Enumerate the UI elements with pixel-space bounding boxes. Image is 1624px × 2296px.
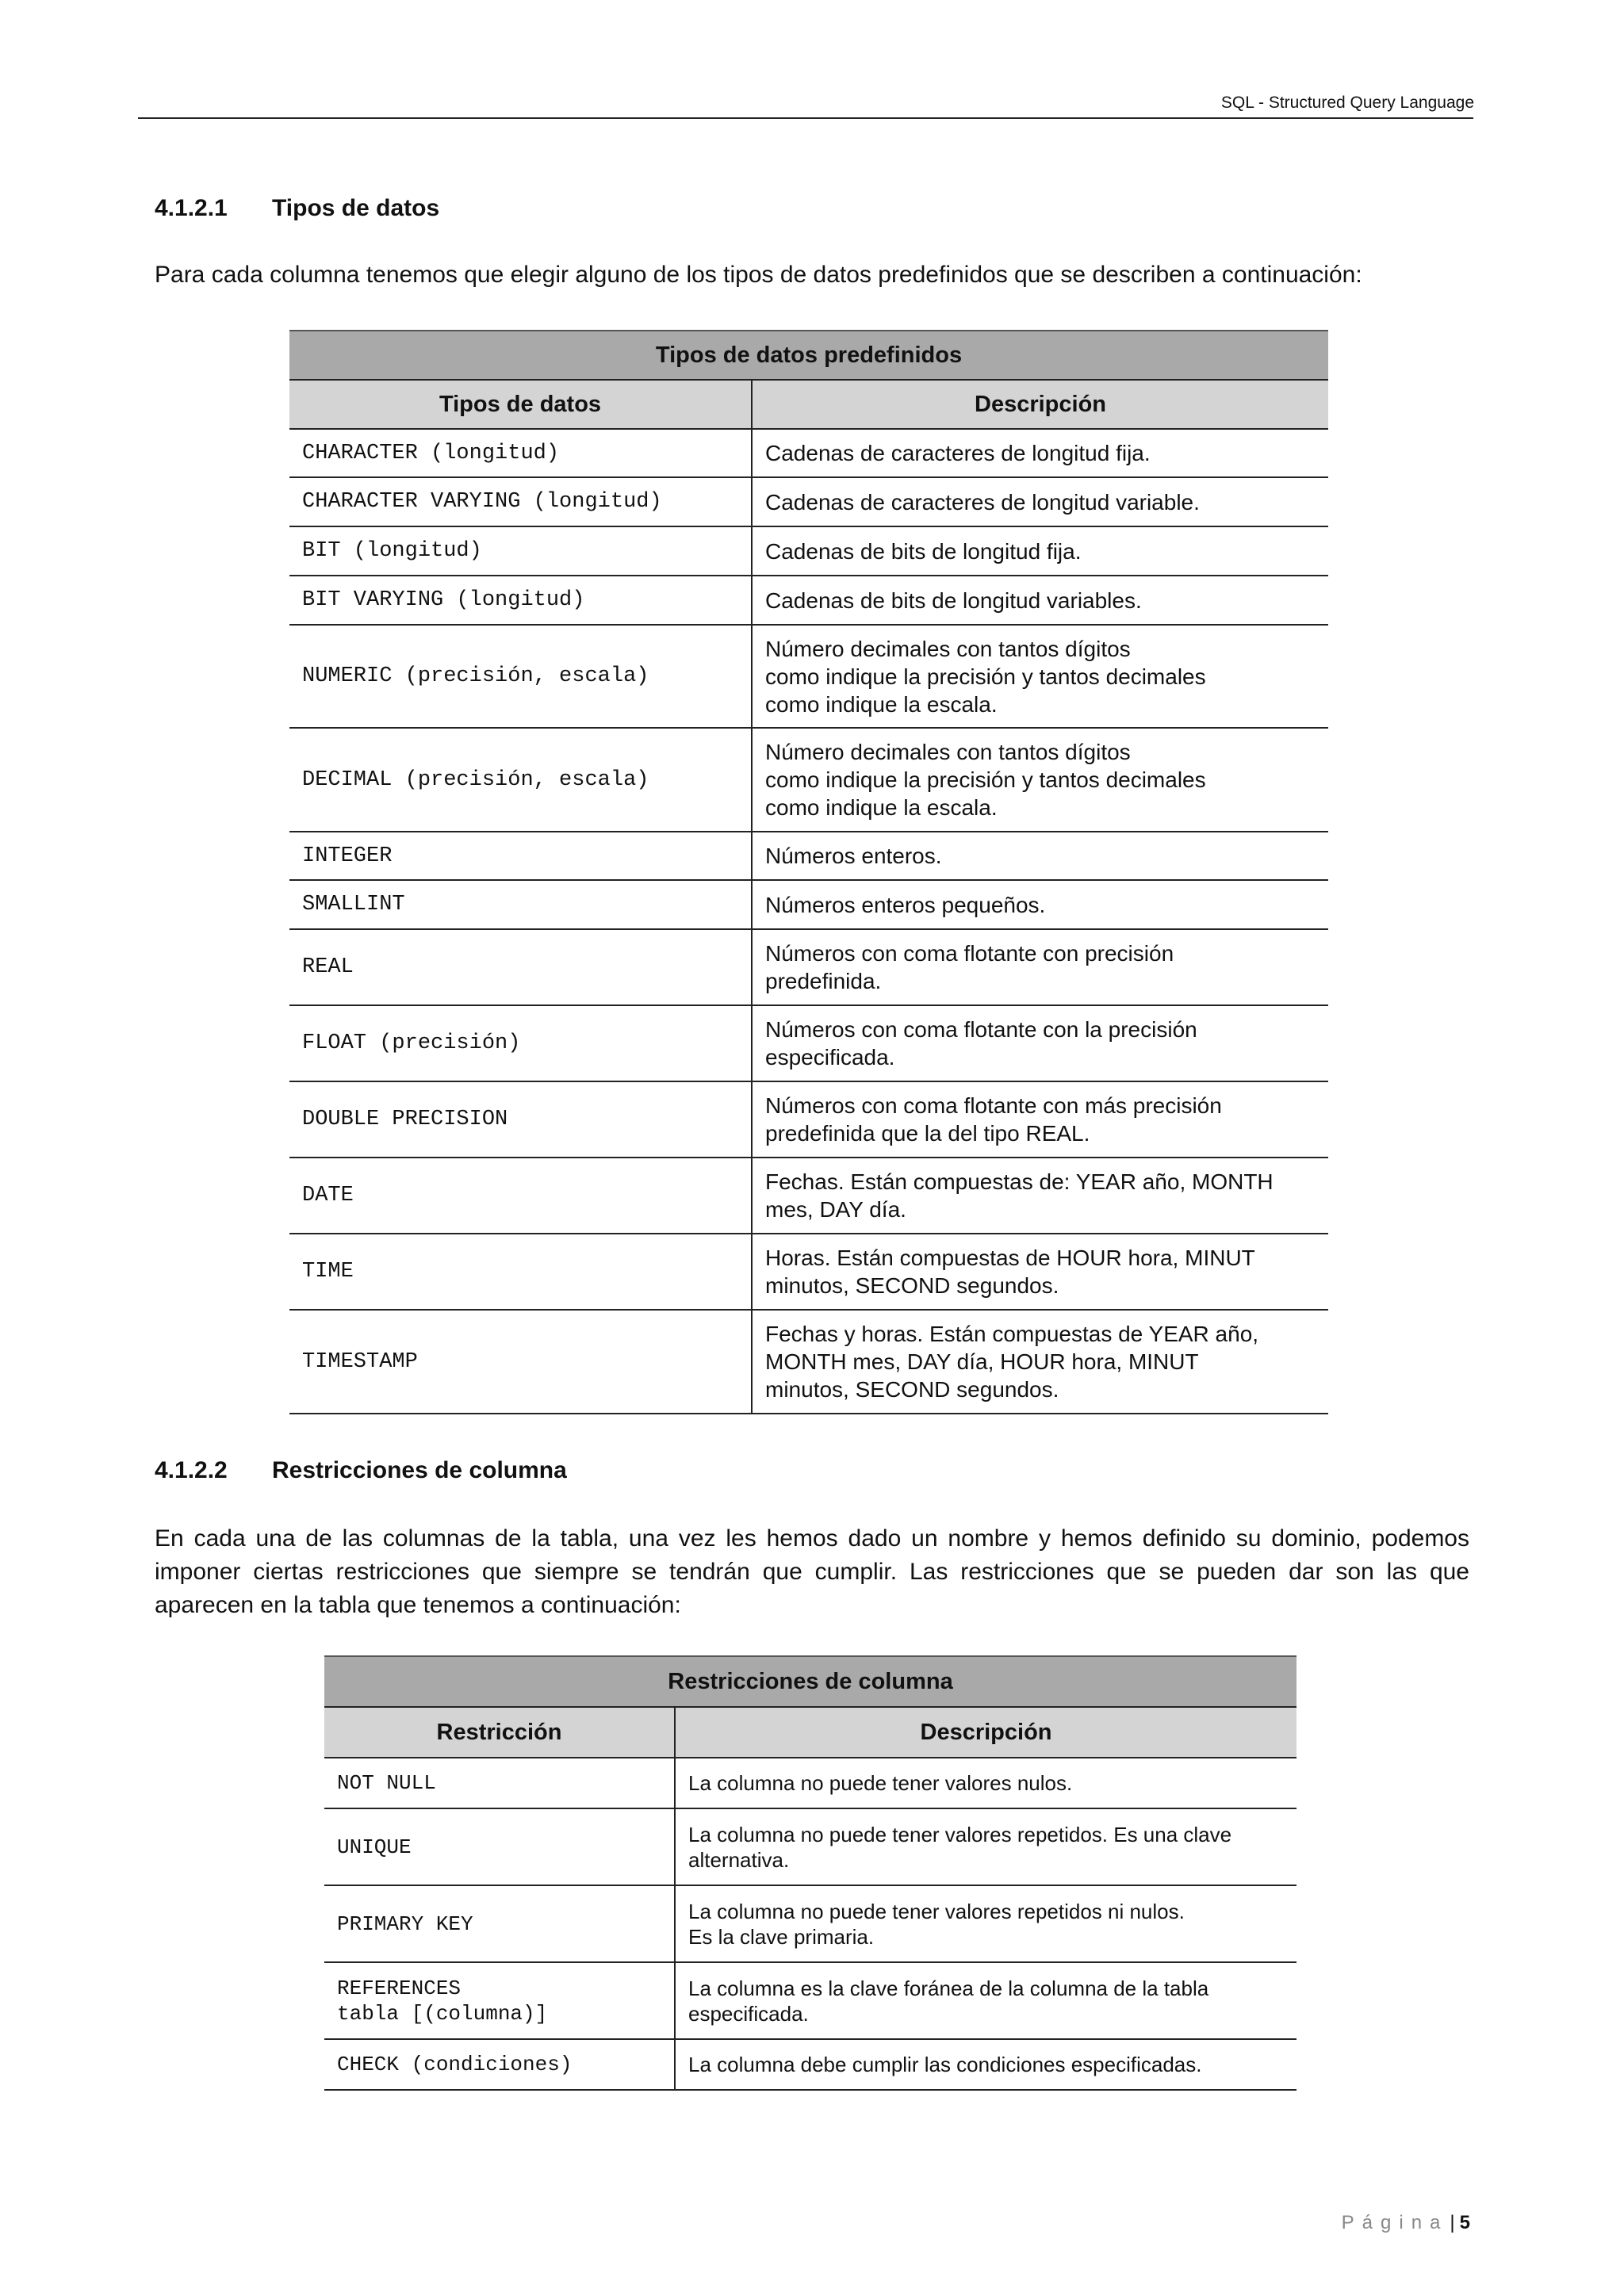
- table-row: [289, 1158, 1328, 1234]
- description-cell: Cadenas de caracteres de longitud fija.: [752, 429, 1328, 477]
- description-cell: Número decimales con tantos dígitos como indique la precisión y tantos decimales como indique la escala.: [752, 728, 1328, 832]
- type-cell: BIT (longitud): [289, 526, 752, 576]
- description-cell: La columna no puede tener valores nulos.: [675, 1758, 1297, 1808]
- description-cell: Fechas y horas. Están compuestas de YEAR año, MONTH mes, DAY día, HOUR hora, MINUT minutos, SECOND segundos.: [752, 1310, 1328, 1414]
- description-cell: Número decimales con tantos dígitos como indique la precisión y tantos decimales como indique la escala.: [752, 625, 1328, 728]
- intro-paragraph-tipos: Para cada columna tenemos que elegir alguno de los tipos de datos predefinidos que se describen a continuación:: [155, 262, 1362, 288]
- table-caption: Restricciones de columna: [324, 1656, 1297, 1707]
- description-cell: La columna debe cumplir las condiciones especificadas.: [675, 2039, 1297, 2090]
- table-row: [324, 1885, 1297, 1962]
- page-number: 5: [1459, 2212, 1470, 2233]
- table-row: [289, 477, 1328, 526]
- type-cell: BIT VARYING (longitud): [289, 576, 752, 625]
- section-title: Tipos de datos: [272, 195, 440, 221]
- table-row: [289, 1005, 1328, 1081]
- description-cell: Números enteros.: [752, 832, 1328, 880]
- type-cell: DATE: [289, 1158, 752, 1234]
- table-row: [289, 429, 1328, 477]
- description-cell: Cadenas de bits de longitud fija.: [752, 526, 1328, 576]
- table-row: [289, 728, 1328, 832]
- table-row: [324, 1962, 1297, 2039]
- section-heading-tipos: [155, 195, 439, 222]
- type-cell: REAL: [289, 929, 752, 1005]
- table-row: [324, 1758, 1297, 1808]
- page-label: Página: [1341, 2212, 1449, 2233]
- footer-separator: |: [1450, 2212, 1455, 2233]
- column-header-type: Tipos de datos: [289, 380, 752, 429]
- table-row: [289, 1234, 1328, 1310]
- table-row: [289, 880, 1328, 929]
- table-row: [289, 832, 1328, 880]
- description-cell: Horas. Están compuestas de HOUR hora, MINUT minutos, SECOND segundos.: [752, 1234, 1328, 1310]
- intro-paragraph-restricciones: En cada una de las columnas de la tabla, una vez les hemos dado un nombre y hemos definido su dominio, podemos imponer ciertas restricciones que siempre se tendrán que cumplir. Las restricciones que se pueden dar son las que aparecen en la tabla que tenemos a continuación:: [155, 1525, 1469, 1618]
- type-cell: TIME: [289, 1234, 752, 1310]
- constraint-cell: NOT NULL: [324, 1758, 675, 1808]
- constraint-cell: REFERENCES tabla [(columna)]: [324, 1962, 675, 2039]
- section-number: 4.1.2.2: [155, 1457, 228, 1483]
- description-cell: Números con coma flotante con más precisión predefinida que la del tipo REAL.: [752, 1081, 1328, 1158]
- type-cell: TIMESTAMP: [289, 1310, 752, 1414]
- description-cell: Números con coma flotante con la precisión especificada.: [752, 1005, 1328, 1081]
- description-cell: Cadenas de caracteres de longitud variable.: [752, 477, 1328, 526]
- constraint-cell: UNIQUE: [324, 1808, 675, 1885]
- section-number: 4.1.2.1: [155, 195, 228, 221]
- description-cell: La columna no puede tener valores repetidos ni nulos. Es la clave primaria.: [675, 1885, 1297, 1962]
- header-rule: [138, 117, 1473, 119]
- constraint-cell: CHECK (condiciones): [324, 2039, 675, 2090]
- type-cell: DOUBLE PRECISION: [289, 1081, 752, 1158]
- constraint-cell: PRIMARY KEY: [324, 1885, 675, 1962]
- type-cell: INTEGER: [289, 832, 752, 880]
- data-types-table: [289, 330, 1328, 1414]
- table-row: [289, 625, 1328, 728]
- table-row: [289, 526, 1328, 576]
- column-constraints-table: [324, 1655, 1297, 2091]
- page-footer: [1342, 2212, 1470, 2234]
- table-caption: Tipos de datos predefinidos: [289, 331, 1328, 380]
- description-cell: La columna no puede tener valores repetidos. Es una clave alternativa.: [675, 1808, 1297, 1885]
- section-heading-restricciones: [155, 1457, 567, 1484]
- section-title: Restricciones de columna: [272, 1457, 567, 1483]
- type-cell: NUMERIC (precisión, escala): [289, 625, 752, 728]
- type-cell: DECIMAL (precisión, escala): [289, 728, 752, 832]
- table-row: [289, 1081, 1328, 1158]
- type-cell: CHARACTER VARYING (longitud): [289, 477, 752, 526]
- column-header-description: Descripción: [752, 380, 1328, 429]
- column-header-description: Descripción: [675, 1707, 1297, 1758]
- type-cell: SMALLINT: [289, 880, 752, 929]
- description-cell: La columna es la clave foránea de la columna de la tabla especificada.: [675, 1962, 1297, 2039]
- table-row: [324, 1808, 1297, 1885]
- description-cell: Números con coma flotante con precisión predefinida.: [752, 929, 1328, 1005]
- type-cell: CHARACTER (longitud): [289, 429, 752, 477]
- table-row: [289, 576, 1328, 625]
- table-row: [289, 929, 1328, 1005]
- column-header-constraint: Restricción: [324, 1707, 675, 1758]
- type-cell: FLOAT (precisión): [289, 1005, 752, 1081]
- table-row: [289, 1310, 1328, 1414]
- table-row: [324, 2039, 1297, 2090]
- description-cell: Fechas. Están compuestas de: YEAR año, MONTH mes, DAY día.: [752, 1158, 1328, 1234]
- description-cell: Cadenas de bits de longitud variables.: [752, 576, 1328, 625]
- page-header-title: SQL - Structured Query Language: [1220, 94, 1474, 112]
- description-cell: Números enteros pequeños.: [752, 880, 1328, 929]
